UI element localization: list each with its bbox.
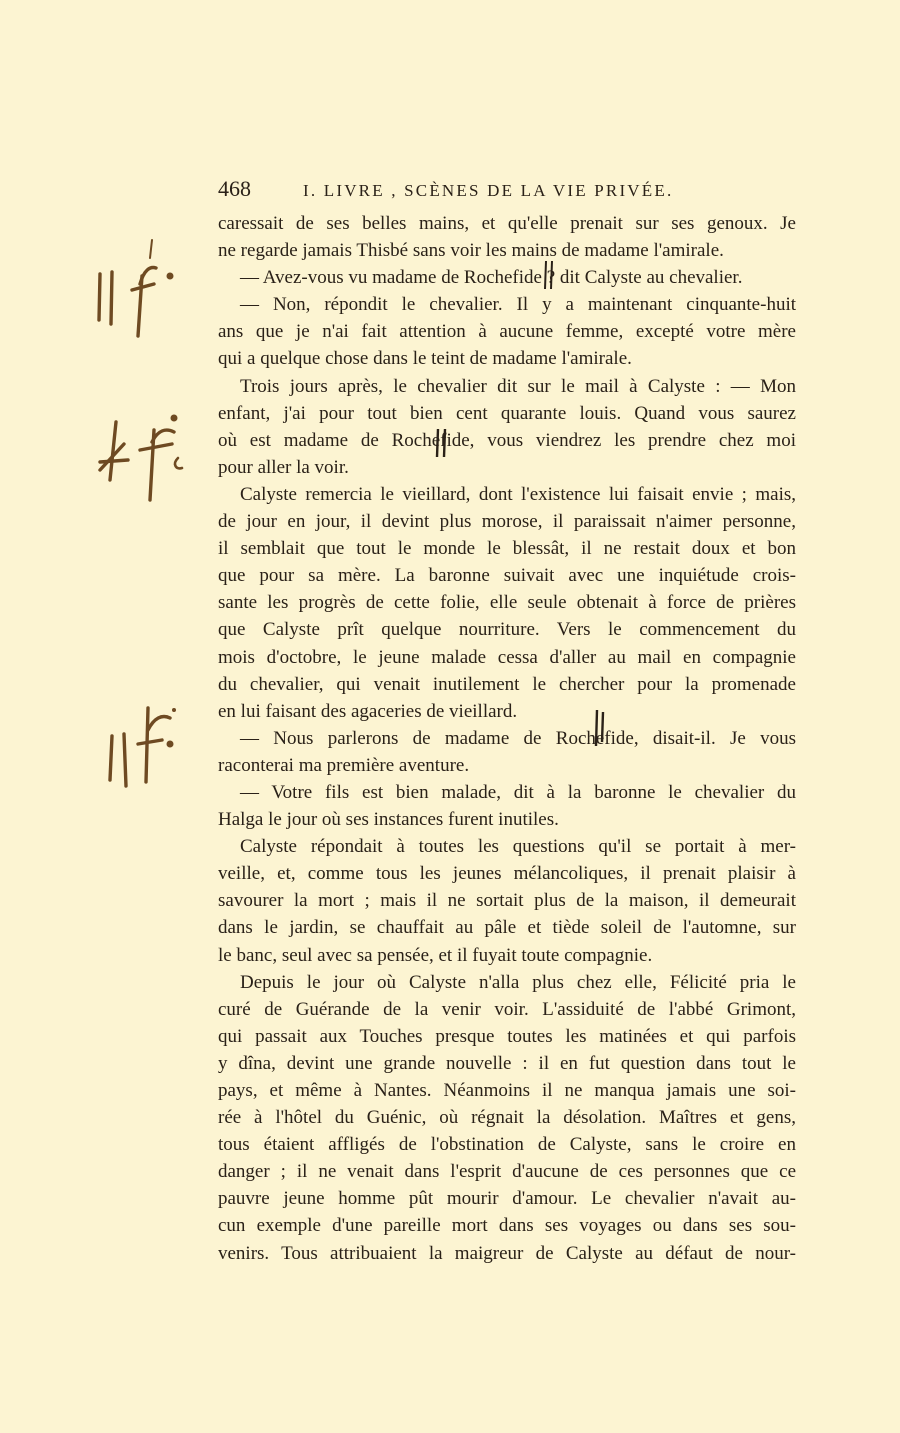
text-line: où est madame de Rochefide, vous viendrez les prendre chez moi: [218, 429, 796, 451]
body-text: [218, 210, 796, 1267]
text-line: enfant, j'ai pour tout bien cent quarante louis. Quand vous saurez: [218, 402, 796, 424]
text-line: Trois jours après, le chevalier dit sur le mail à Calyste : — Mon: [240, 375, 796, 397]
running-header: [218, 176, 798, 202]
text-line: venirs. Tous attribuaient la maigreur de Calyste au défaut de nour-: [218, 1242, 796, 1264]
text-line: savourer la mort ; mais il ne sortait plus de la maison, il demeurait: [218, 890, 796, 912]
text-line: Halga le jour où ses instances furent inutiles.: [218, 809, 559, 831]
text-line: en lui faisant des agaceries de vieillard.: [218, 700, 518, 722]
text-line: que Calyste prît quelque nourriture. Vers le commencement du: [218, 619, 796, 641]
text-line: qui a quelque chose dans le teint de madame l'amirale.: [218, 348, 632, 370]
text-line: de jour en jour, il devint plus morose, il paraissait n'aimer personne,: [218, 511, 796, 533]
page-number: 468: [218, 176, 251, 201]
text-line: Depuis le jour où Calyste n'alla plus chez elle, Félicité pria le: [240, 971, 796, 993]
text-line: dans le jardin, se chauffait au pâle et tiède soleil de l'automne, sur: [218, 917, 796, 939]
text-line: ans que je n'ai fait attention à aucune femme, excepté votre mère: [218, 321, 796, 343]
text-line: du chevalier, qui venait inutilement le chercher pour la promenade: [218, 673, 796, 695]
text-line: caressait de ses belles mains, et qu'elle prenait sur ses genoux. Je: [218, 213, 796, 234]
text-line: pauvre jeune homme pût mourir d'amour. Le chevalier n'avait au-: [218, 1188, 796, 1210]
handwritten-margin-mark: [96, 400, 196, 510]
text-line: ne regarde jamais Thisbé sans voir les mains de madame l'amirale.: [218, 240, 724, 262]
text-line: — Avez-vous vu madame de Rochefide ? dit Calyste au chevalier.: [240, 267, 743, 289]
text-line: Calyste remercia le vieillard, dont l'existence lui faisait envie ; mais,: [240, 483, 796, 505]
text-line: — Votre fils est bien malade, dit à la baronne le chevalier du: [240, 781, 796, 803]
handwritten-margin-mark: [92, 232, 182, 342]
text-line: pour aller la voir.: [218, 456, 349, 478]
text-line: cun exemple d'une pareille mort dans ses voyages ou dans ses sou-: [218, 1215, 796, 1237]
text-line: curé de Guérande de la venir voir. L'assiduité de l'abbé Grimont,: [218, 998, 796, 1020]
running-title: I. LIVRE , SCÈNES DE LA VIE PRIVÉE.: [303, 181, 674, 200]
insertion-caret-mark: [593, 708, 607, 752]
text-line: sante les progrès de cette folie, elle seule obtenait à force de prières: [218, 592, 796, 614]
text-line: tous étaient affligés de l'obstination de Calyste, sans le croire en: [218, 1134, 796, 1156]
text-line: raconterai ma première aventure.: [218, 754, 470, 776]
handwritten-margin-mark: [104, 700, 194, 800]
text-line: il semblait que tout le monde le blessât, il ne restait doux et bon: [218, 538, 796, 560]
text-line: que pour sa mère. La baronne suivait avec une inquiétude crois-: [218, 565, 796, 587]
text-line: pays, et même à Nantes. Néanmoins il ne manqua jamais une soi-: [218, 1080, 796, 1101]
text-line: danger ; il ne venait dans l'esprit d'aucune de ces personnes que ce: [218, 1161, 796, 1183]
text-line: Calyste répondait à toutes les questions qu'il se portait à mer-: [240, 836, 796, 858]
text-line: qui passait aux Touches presque toutes les matinées et qui parfois: [218, 1025, 796, 1047]
text-line: mois d'octobre, le jeune malade cessa d'aller au mail en compagnie: [218, 646, 796, 668]
text-line: y dîna, devint une grande nouvelle : il en fut question dans tout le: [218, 1052, 796, 1074]
text-line: — Non, répondit le chevalier. Il y a maintenant cinquante-huit: [240, 294, 796, 316]
text-line: — Nous parlerons de madame de Rochefide, disait-il. Je vous: [240, 727, 796, 749]
text-line: rée à l'hôtel du Guénic, où régnait la désolation. Maîtres et gens,: [218, 1107, 796, 1129]
insertion-caret-mark: [543, 259, 555, 293]
text-line: veille, et, comme tous les jeunes mélancoliques, il prenait plaisir à: [218, 863, 796, 885]
text-line: le banc, seul avec sa pensée, et il fuyait toute compagnie.: [218, 944, 653, 966]
insertion-caret-mark: [435, 427, 449, 461]
